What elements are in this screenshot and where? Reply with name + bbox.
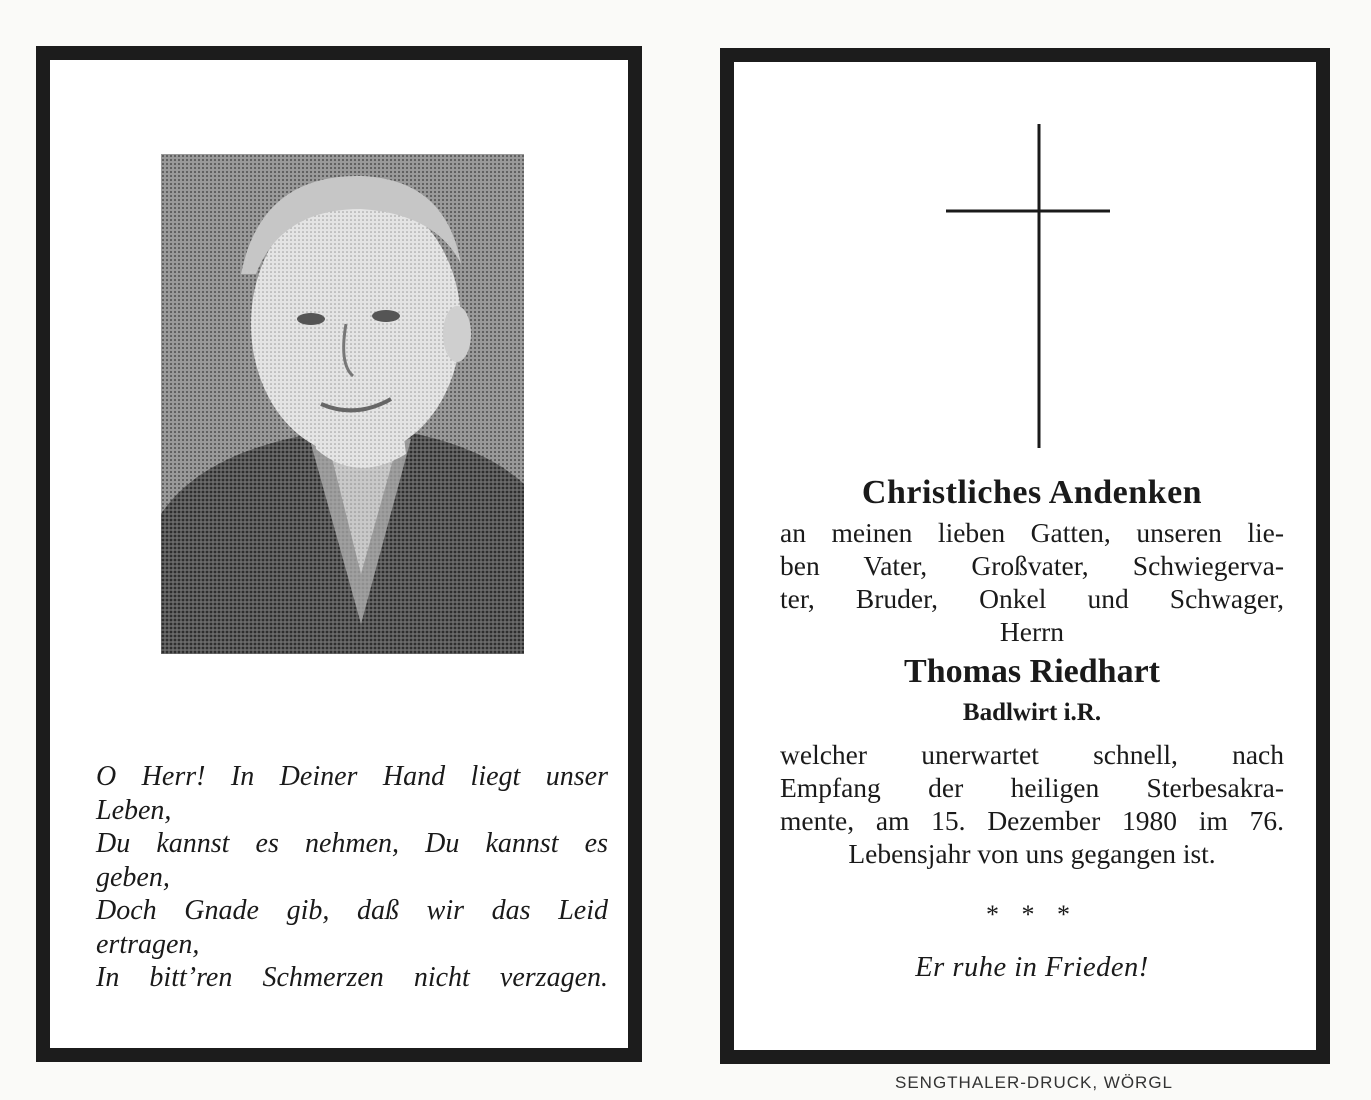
poem-line: Doch Gnade gib, daß wir das Leid (96, 895, 608, 926)
intro-text (780, 516, 1284, 648)
poem-line: ertragen, (96, 928, 200, 960)
portrait-icon (161, 154, 524, 654)
separator-stars: * * * (986, 900, 1078, 929)
death-line: Lebensjahr von uns gegangen ist. (848, 838, 1216, 869)
poem-line: geben, (96, 861, 170, 893)
deceased-title: Badlwirt i.R. (962, 699, 1102, 726)
portrait-photo (161, 154, 524, 654)
death-notice (780, 738, 1284, 870)
poem-line: Leben, (96, 794, 172, 826)
intro-line: ben Vater, Großvater, Schwiegerva- (780, 550, 1284, 581)
intro-line: Herrn (999, 616, 1065, 647)
prayer-poem (96, 760, 608, 995)
death-line: mente, am 15. Dezember 1980 im 76. (780, 805, 1284, 836)
poem-line: In bitt’ren Schmerzen nicht verzagen. (96, 962, 608, 993)
intro-line: ter, Bruder, Onkel und Schwager, (780, 583, 1284, 614)
poem-line: O Herr! In Deiner Hand liegt unser (96, 761, 608, 792)
deceased-name: Thomas Riedhart (904, 653, 1160, 690)
memorial-text (780, 474, 1284, 984)
death-line: welcher unerwartet schnell, nach (780, 739, 1284, 770)
printer-imprint: SENGTHALER-DRUCK, WÖRGL (894, 1073, 1174, 1092)
intro-line: an meinen lieben Gatten, unseren lie- (780, 517, 1284, 548)
cross-icon (946, 124, 1112, 450)
memorial-heading: Christliches Andenken (861, 474, 1203, 511)
poem-line: Du kannst es nehmen, Du kannst es (96, 828, 608, 859)
prayer-card-left (36, 46, 642, 1062)
memorial-card-right (720, 48, 1330, 1064)
death-line: Empfang der heiligen Sterbesakra- (780, 772, 1284, 803)
closing-blessing: Er ruhe in Frieden! (915, 952, 1149, 983)
